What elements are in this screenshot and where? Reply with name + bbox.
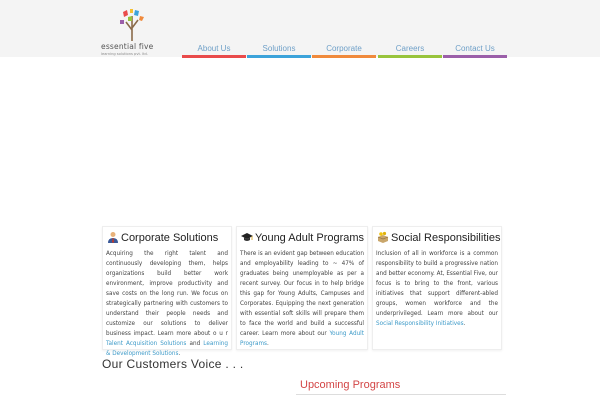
young-adult-programs-link[interactable]: Young Adult Programs bbox=[240, 331, 364, 347]
card-text: Acquiring the right talent and continuously developing them, helps organizations build better work environment, improve productivity and save costs on the long run. We focus on strategically partnering with customers to understand their people needs and customize our solutions to deliver business impact. Learn more about o u r Talent Acquisition Solutions and Learning & Development Solutions. bbox=[106, 251, 228, 357]
nav-label: Contact Us bbox=[455, 44, 495, 53]
social-responsibilities-card bbox=[372, 226, 502, 350]
donation-box-icon bbox=[377, 231, 389, 243]
nav-item-careers[interactable] bbox=[378, 42, 442, 58]
upcoming-programs-heading: Upcoming Programs bbox=[300, 379, 401, 391]
brand-logo[interactable] bbox=[101, 8, 165, 56]
learning-development-link[interactable]: Learning & Development Solutions bbox=[106, 341, 228, 357]
card-title[interactable]: Corporate Solutions bbox=[107, 231, 218, 244]
nav-label: Solutions bbox=[262, 44, 296, 53]
card-text: There is an evident gap between education and employability leading to ~ 47% of graduates being unemployable as per a recent survey. Our focus in to help bridge this gap for Young Adults, Campuses and Corporates. Equipping the next generation with essential soft skills will prepare them to face the world and build a successful career. Learn more about our Young Adult Programs. bbox=[240, 251, 364, 347]
nav-item-corporate[interactable] bbox=[312, 42, 376, 58]
nav-label: About Us bbox=[197, 44, 231, 53]
divider bbox=[296, 394, 506, 395]
businessman-icon bbox=[107, 231, 119, 243]
card-title[interactable]: Social Responsibilities bbox=[377, 231, 500, 244]
social-responsibility-link[interactable]: Social Responsibility Initiatives bbox=[376, 321, 464, 327]
talent-acquisition-link[interactable]: Talent Acquisition Solutions bbox=[106, 341, 187, 347]
customers-voice-heading: Our Customers Voice . . . bbox=[102, 357, 244, 371]
tree-logo-icon bbox=[115, 8, 149, 42]
main-nav bbox=[182, 42, 508, 58]
nav-item-about-us[interactable] bbox=[182, 42, 246, 58]
nav-item-contact-us[interactable] bbox=[443, 42, 507, 58]
header bbox=[0, 0, 600, 57]
nav-label: Careers bbox=[395, 44, 425, 53]
brand-tagline: learning solutions pvt. ltd. bbox=[101, 52, 148, 56]
brand-name: essential five bbox=[101, 42, 154, 51]
corporate-solutions-card bbox=[102, 226, 232, 357]
hero-area bbox=[0, 58, 600, 226]
nav-item-solutions[interactable] bbox=[247, 42, 311, 58]
nav-label: Corporate bbox=[326, 44, 362, 53]
card-text: Inclusion of all in workforce is a common responsibility to build a progressive nation and better economy. At, Essential Five, our focus is to bring to the front, various initiatives that support different-abled groups, women workforce and the underprivileged. Learn more about our Social Responsibility Initiatives. bbox=[376, 251, 498, 327]
young-adult-programs-card bbox=[236, 226, 368, 350]
card-title[interactable]: Young Adult Programs bbox=[241, 231, 364, 244]
graduation-cap-icon bbox=[241, 231, 253, 243]
